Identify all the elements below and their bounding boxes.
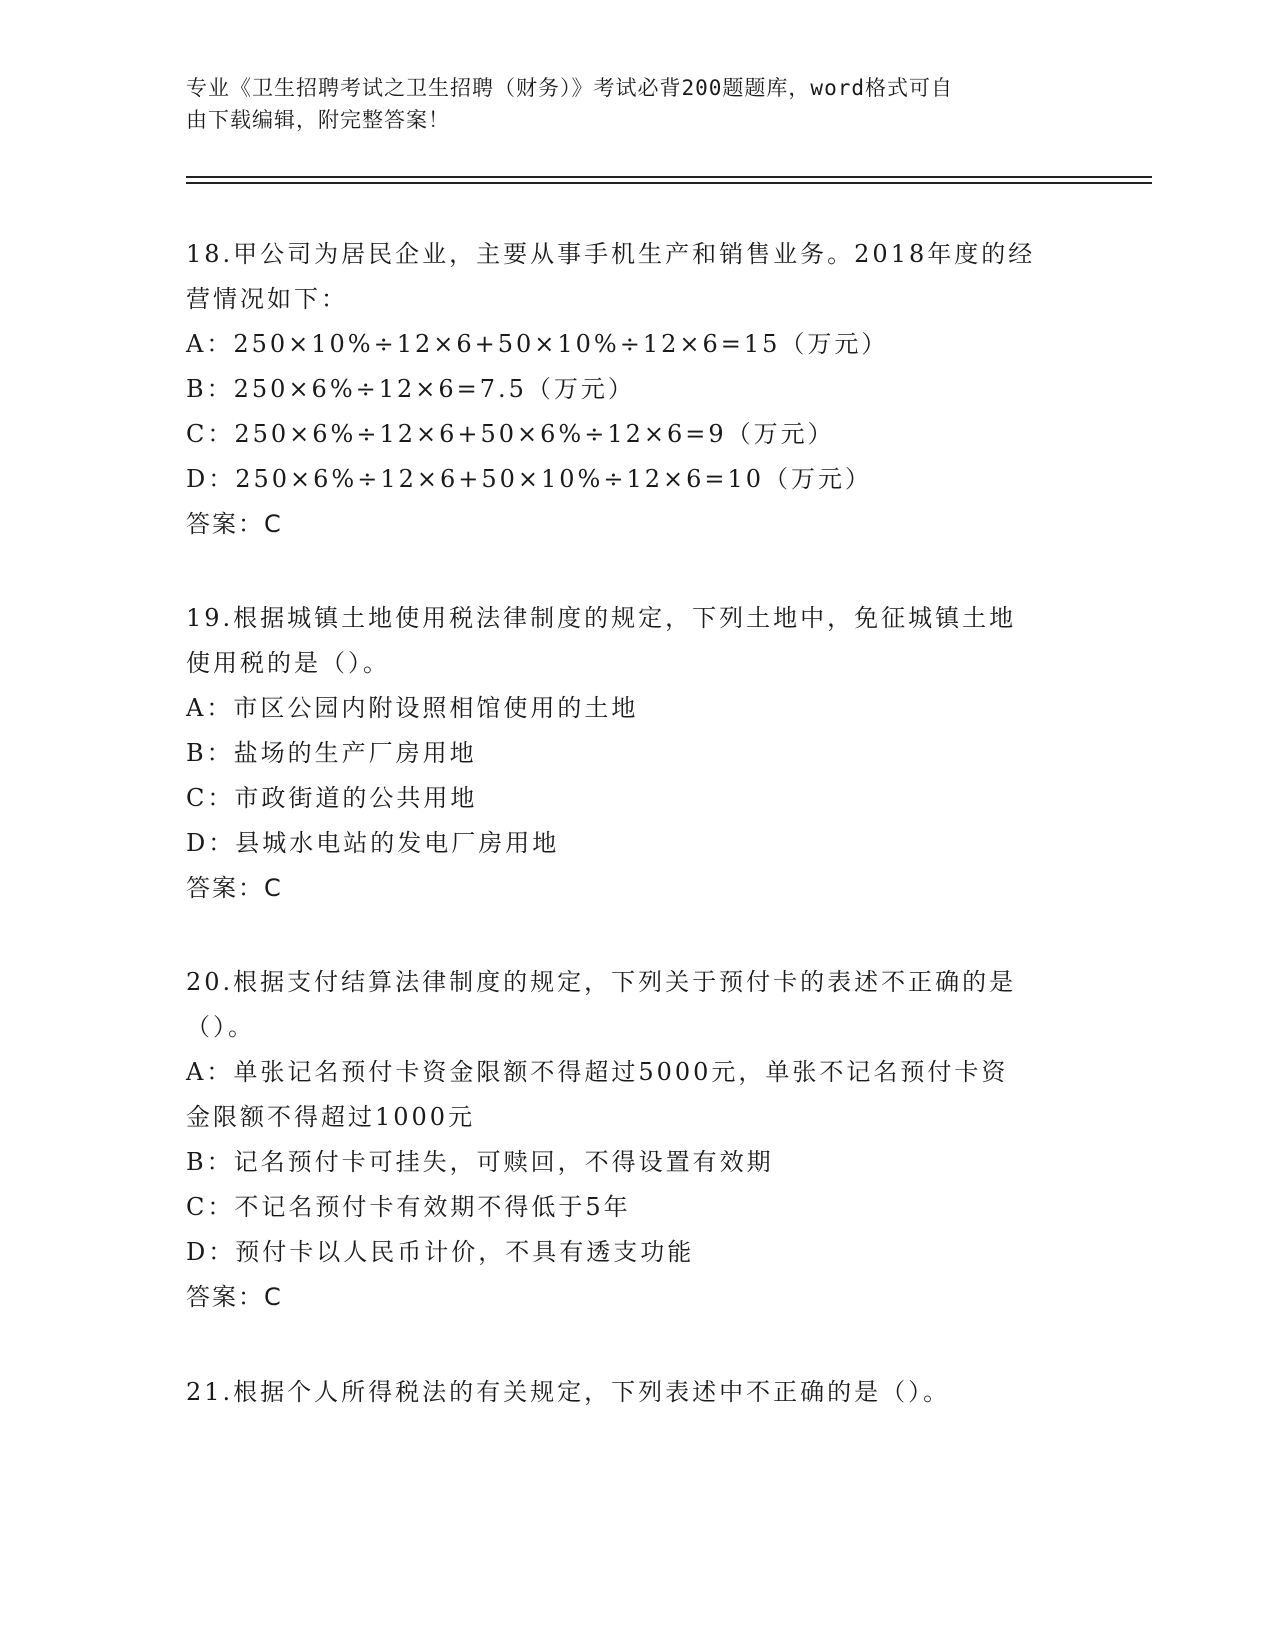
document-header <box>186 72 1066 136</box>
header-line-1: 专业《卫生招聘考试之卫生招聘（财务）》考试必背200题题库，word格式可自 <box>186 76 953 100</box>
option-c: C：市政街道的公共用地 <box>186 784 478 812</box>
option-b: B：记名预付卡可挂失，可赎回，不得设置有效期 <box>186 1148 774 1176</box>
question-20 <box>186 960 1086 1320</box>
question-stem-line: 20.根据支付结算法律制度的规定，下列关于预付卡的表述不正确的是 <box>186 968 1017 996</box>
option-c: C：不记名预付卡有效期不得低于5年 <box>186 1193 631 1221</box>
option-d: D：县城水电站的发电厂房用地 <box>186 829 560 857</box>
question-18 <box>186 232 1086 547</box>
question-stem-line: 营情况如下： <box>186 285 348 313</box>
question-stem-line: 21.根据个人所得税法的有关规定，下列表述中不正确的是（）。 <box>186 1378 951 1406</box>
question-stem-line: 使用税的是（）。 <box>186 649 390 677</box>
option-a: A：市区公园内附设照相馆使用的土地 <box>186 694 639 722</box>
question-stem-line: （）。 <box>186 1013 255 1041</box>
option-b: B：250×6%÷12×6=7.5（万元） <box>186 375 635 403</box>
question-19 <box>186 596 1086 911</box>
option-c: C：250×6%÷12×6+50×6%÷12×6=9（万元） <box>186 420 835 448</box>
answer-line: 答案：C <box>186 874 283 902</box>
answer-line: 答案：C <box>186 1283 283 1311</box>
option-a: A：250×10%÷12×6+50×10%÷12×6=15（万元） <box>186 330 889 358</box>
option-d: D：预付卡以人民币计价，不具有透支功能 <box>186 1238 695 1266</box>
header-line-2: 由下载编辑，附完整答案！ <box>186 108 450 132</box>
option-d: D：250×6%÷12×6+50×10%÷12×6=10（万元） <box>186 465 873 493</box>
header-divider-top <box>186 176 1152 178</box>
question-stem-line: 19.根据城镇土地使用税法律制度的规定，下列土地中，免征城镇土地 <box>186 604 1017 632</box>
option-a-continued: 金限额不得超过1000元 <box>186 1103 476 1131</box>
header-divider-bottom <box>186 182 1152 184</box>
question-stem-line: 18.甲公司为居民企业，主要从事手机生产和销售业务。2018年度的经 <box>186 240 1036 268</box>
option-a: A：单张记名预付卡资金限额不得超过5000元，单张不记名预付卡资 <box>186 1058 1009 1086</box>
question-21 <box>186 1370 1086 1415</box>
answer-line: 答案：C <box>186 510 283 538</box>
option-b: B：盐场的生产厂房用地 <box>186 739 477 767</box>
